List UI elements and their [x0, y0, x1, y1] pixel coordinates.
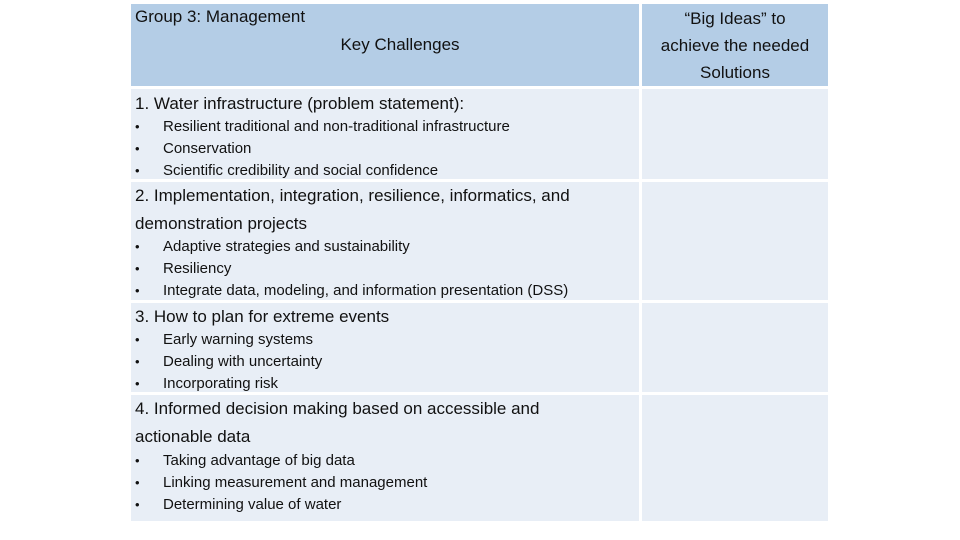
- bullet-text: Incorporating risk: [163, 375, 279, 392]
- header-challenges-cell: [131, 4, 639, 86]
- section-1-title: 1. Water infrastructure (problem statement):: [135, 94, 465, 113]
- section-2-title-line2: demonstration projects: [135, 214, 307, 233]
- bullet-text: Taking advantage of big data: [163, 452, 355, 469]
- bullet-icon: •: [135, 354, 140, 369]
- challenge-row-1: [131, 89, 639, 179]
- section-1-bullet-list: [131, 116, 510, 182]
- big-ideas-heading-line3: Solutions: [700, 63, 770, 82]
- big-ideas-cell-2[interactable]: [642, 182, 828, 300]
- list-item: [131, 236, 568, 258]
- list-item: [131, 351, 322, 373]
- big-ideas-cell-4[interactable]: [642, 395, 828, 521]
- big-ideas-cell-1[interactable]: [642, 89, 828, 179]
- list-item: [131, 280, 568, 302]
- challenge-row-3: [131, 303, 639, 392]
- bullet-icon: •: [135, 283, 140, 298]
- bullet-icon: •: [135, 141, 140, 156]
- bullet-icon: •: [135, 163, 140, 178]
- header-big-ideas-cell: [642, 4, 828, 86]
- bullet-text: Conservation: [163, 140, 252, 157]
- big-ideas-cell-3[interactable]: [642, 303, 828, 392]
- section-3-title: 3. How to plan for extreme events: [135, 307, 390, 326]
- list-item: [131, 494, 427, 516]
- list-item: [131, 116, 510, 138]
- list-item: [131, 160, 510, 182]
- section-4-title-line2: actionable data: [135, 427, 251, 446]
- bullet-icon: •: [135, 119, 140, 134]
- bullet-text: Linking measurement and management: [163, 474, 428, 491]
- bullet-text: Resilient traditional and non-traditional infrastructure: [163, 118, 510, 135]
- bullet-text: Resiliency: [163, 260, 232, 277]
- bullet-text: Early warning systems: [163, 331, 314, 348]
- bullet-icon: •: [135, 332, 140, 347]
- bullet-text: Adaptive strategies and sustainability: [163, 238, 410, 255]
- big-ideas-heading-line1: “Big Ideas” to: [684, 9, 786, 28]
- bullet-text: Integrate data, modeling, and information presentation (DSS): [163, 282, 569, 299]
- challenge-row-2: [131, 182, 639, 300]
- bullet-text: Determining value of water: [163, 496, 342, 513]
- section-4-bullet-list: [131, 450, 427, 516]
- list-item: [131, 373, 322, 395]
- bullet-icon: •: [135, 239, 140, 254]
- bullet-text: Dealing with uncertainty: [163, 353, 323, 370]
- bullet-icon: •: [135, 475, 140, 490]
- bullet-text: Scientific credibility and social confidence: [163, 162, 439, 179]
- list-item: [131, 138, 510, 160]
- list-item: [131, 258, 568, 280]
- list-item: [131, 472, 427, 494]
- big-ideas-heading-line2: achieve the needed: [660, 36, 810, 55]
- bullet-icon: •: [135, 261, 140, 276]
- key-challenges-heading: Key Challenges: [340, 35, 460, 54]
- section-3-bullet-list: [131, 329, 322, 395]
- section-2-title-line1: 2. Implementation, integration, resilience, informatics, and: [135, 186, 570, 205]
- bullet-icon: •: [135, 453, 140, 468]
- bullet-icon: •: [135, 376, 140, 391]
- bullet-icon: •: [135, 497, 140, 512]
- section-2-bullet-list: [131, 236, 568, 302]
- challenge-row-4: [131, 395, 639, 521]
- section-4-title-line1: 4. Informed decision making based on accessible and: [135, 399, 540, 418]
- list-item: [131, 450, 427, 472]
- group-title: Group 3: Management: [135, 7, 306, 26]
- list-item: [131, 329, 322, 351]
